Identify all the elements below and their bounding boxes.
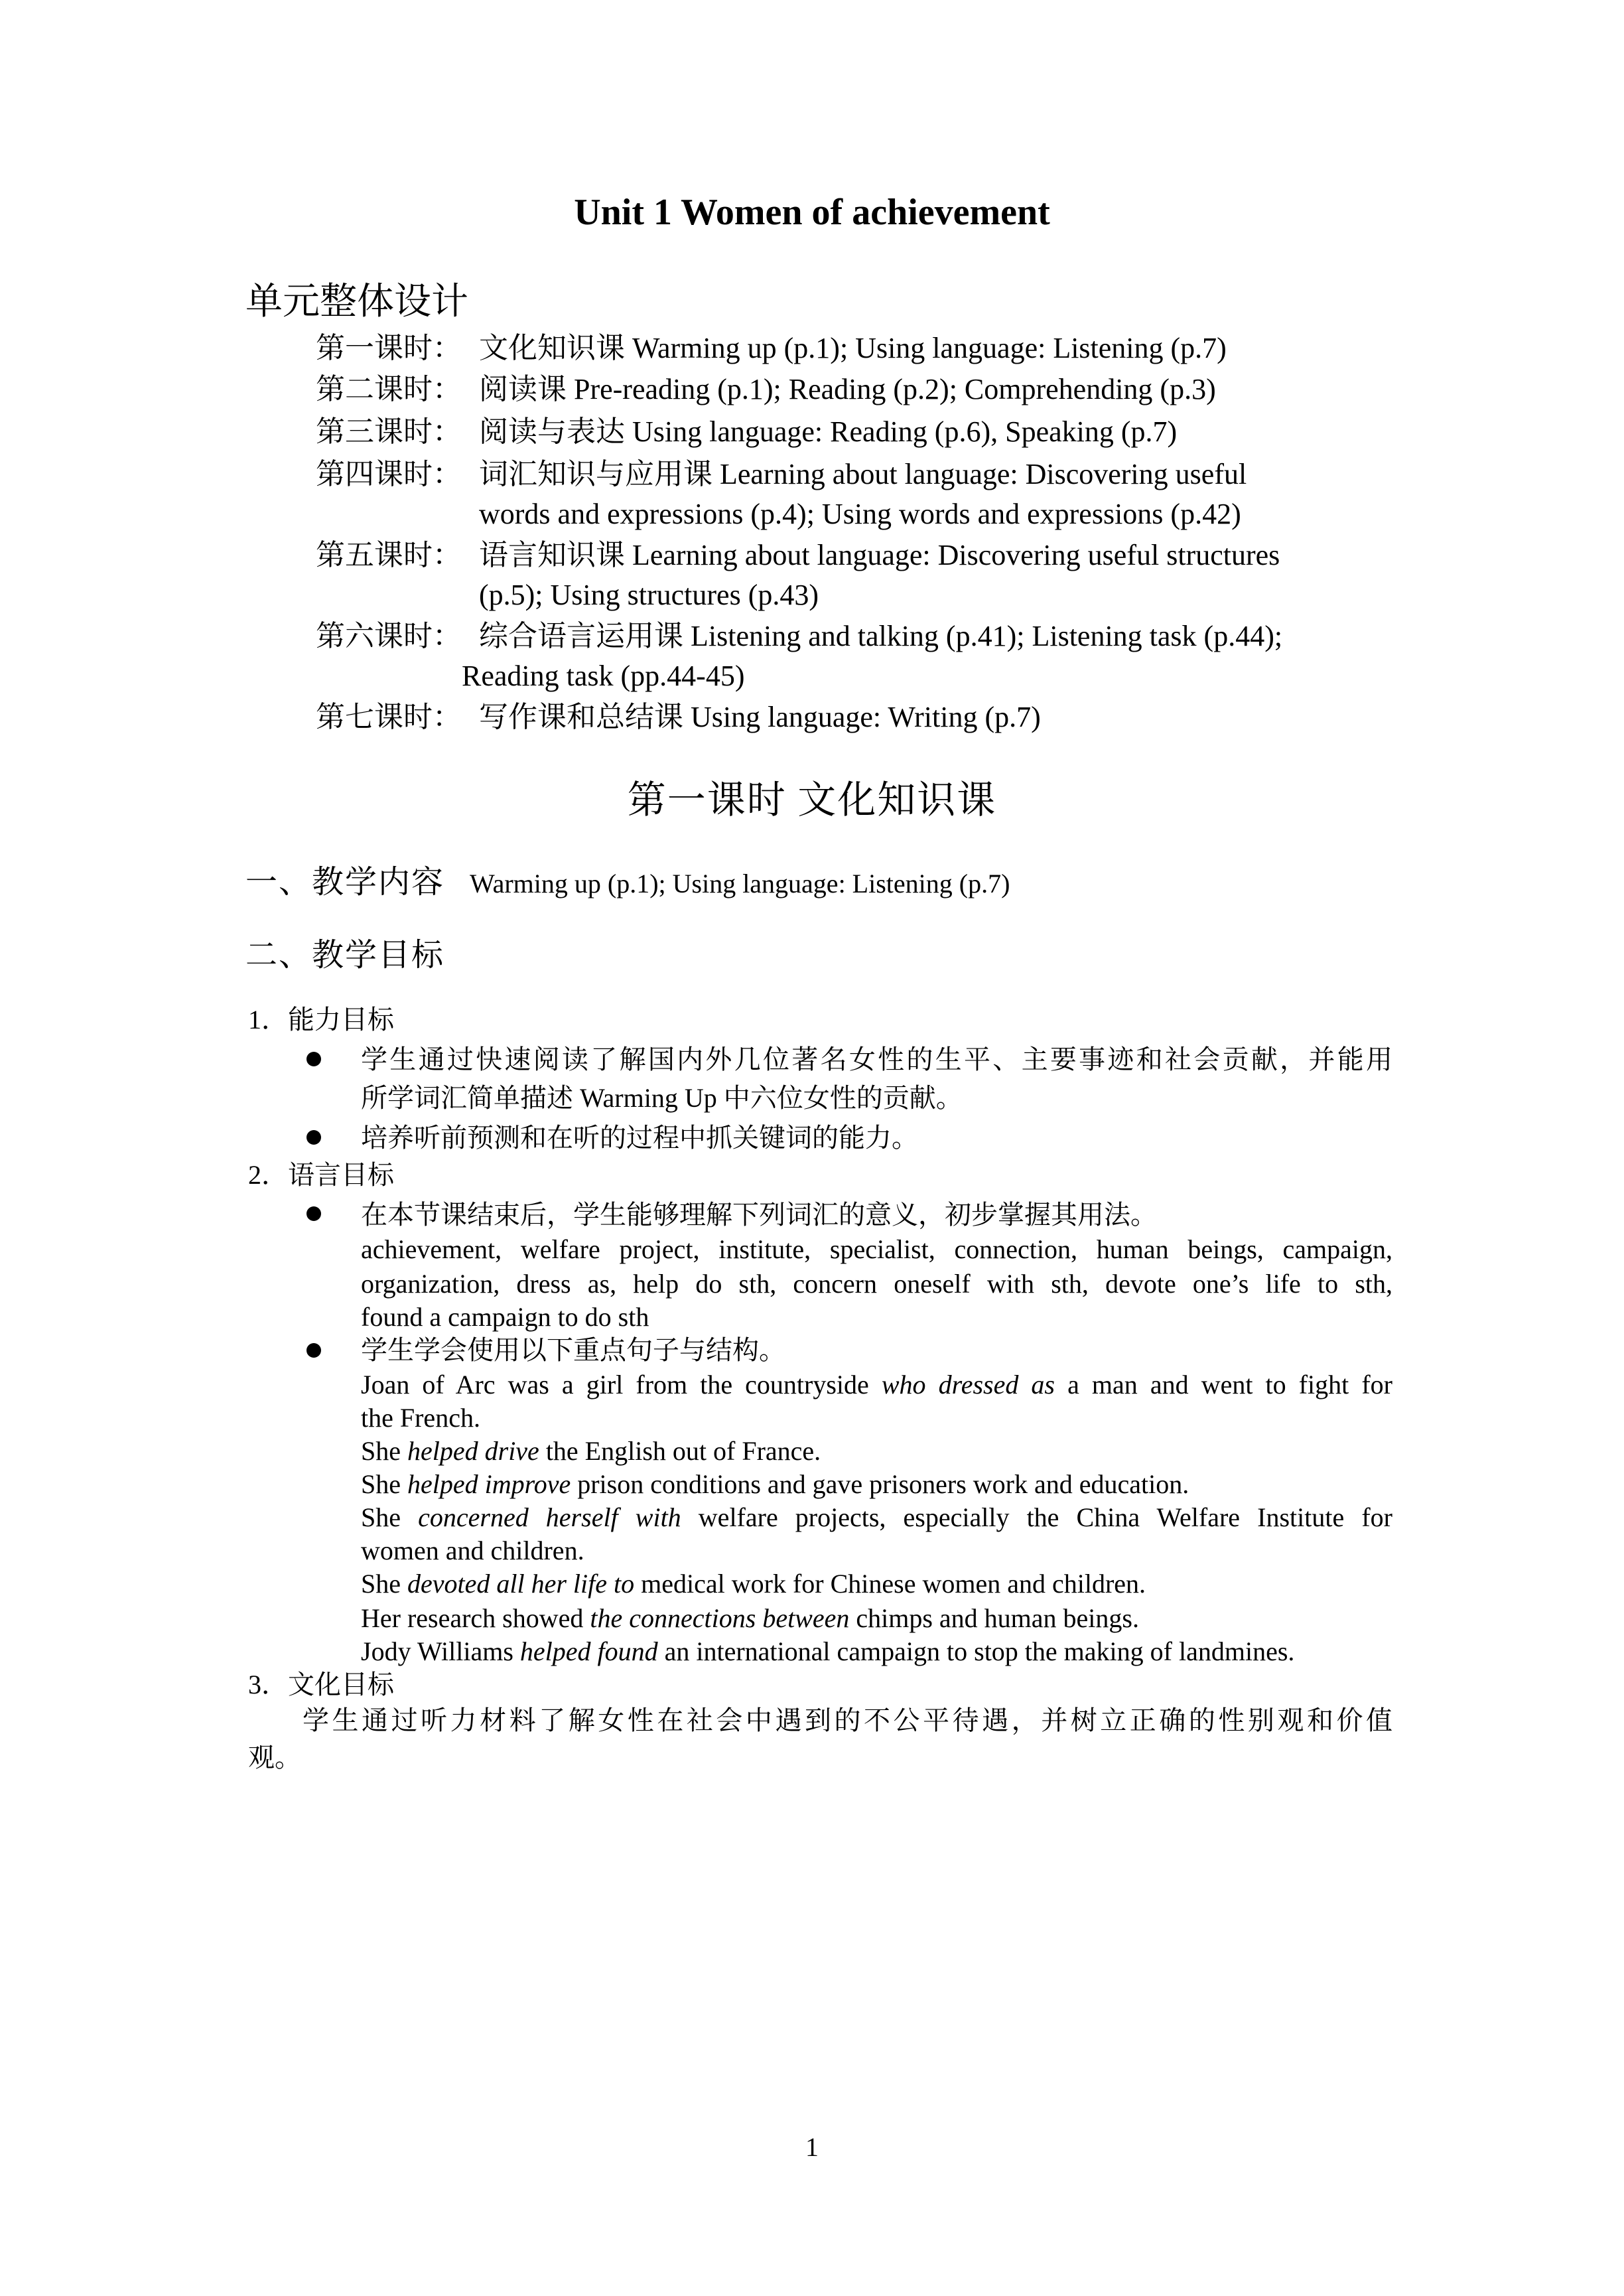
ability-bullet-1-cont: 所学词汇简单描述 Warming Up 中六位女性的贡献。 [361,1083,963,1113]
goals-heading: 二、教学目标 [245,938,445,973]
example-sentence: Joan of Arc was a girl from the countryside who dressed as a man and went to fight for [361,1370,1393,1399]
schedule-text: 语言知识课 Learning about language: Discovering useful structures [479,539,1280,571]
language-bullet-2: 学生学会使用以下重点句子与结构。 [361,1335,785,1365]
example-sentence-cont: the French. [361,1403,480,1433]
schedule-text: 阅读与表达 Using language: Reading (p.6), Speaking (p.7) [479,415,1178,448]
content-heading [245,856,1010,902]
schedule-text-cont: words and expressions (p.4); Using words and expressions (p.42) [479,498,1241,530]
content-heading-label: 一、教学内容 [245,865,445,900]
vocab-line: found a campaign to do sth [361,1302,649,1332]
example-sentence: She concerned herself with welfare projects, especially the China Welfare Institute for [361,1502,1392,1532]
ability-heading: 1．能力目标 [248,1005,394,1035]
culture-text: 学生通过听力材料了解女性在社会中遇到的不公平待遇，并树立正确的性别观和价值 [303,1705,1392,1735]
bullet-icon [306,1130,321,1145]
example-sentence: Jody Williams helped found an international campaign to stop the making of landmines. [361,1636,1295,1666]
culture-text-cont: 观。 [248,1743,301,1772]
schedule-text: 综合语言运用课 Listening and talking (p.41); Listening task (p.44); [479,620,1283,652]
bullet-icon [306,1343,321,1358]
language-bullet-1: 在本节课结束后，学生能够理解下列词汇的意义，初步掌握其用法。 [361,1200,1157,1230]
schedule-label: 第四课时： [316,458,462,490]
page-number: 1 [805,2132,819,2162]
vocab-line: achievement, welfare project, institute, specialist, connection, human beings, campaign, [361,1234,1392,1264]
lesson1-title: 第一课时 文化知识课 [627,778,997,822]
example-sentence: She helped improve prison conditions and gave prisoners work and education. [361,1469,1189,1499]
unit-title: Unit 1 Women of achievement [574,192,1050,233]
schedule-label: 第一课时： [316,332,462,364]
example-sentence-cont: women and children. [361,1536,584,1565]
culture-heading: 3．文化目标 [248,1670,394,1699]
vocab-line: organization, dress as, help do sth, concern oneself with sth, devote one’s life to sth, [361,1269,1392,1299]
example-sentence: Her research showed the connections between chimps and human beings. [361,1603,1139,1633]
content-text: Warming up (p.1); Using language: Listening (p.7) [470,869,1010,898]
ability-bullet-2: 培养听前预测和在听的过程中抓关键词的能力。 [361,1123,918,1153]
schedule-label: 第七课时： [316,701,462,733]
schedule-label: 第六课时： [316,620,462,652]
schedule-text: 写作课和总结课 Using language: Writing (p.7) [479,701,1041,733]
example-sentence: She devoted all her life to medical work for Chinese women and children. [361,1569,1146,1599]
ability-bullet-1: 学生通过快速阅读了解国内外几位著名女性的生平、主要事迹和社会贡献，并能用 [361,1044,1392,1074]
schedule-text: 词汇知识与应用课 Learning about language: Discovering useful [479,458,1247,490]
schedule-label: 第二课时： [316,373,462,405]
schedule-label: 第三课时： [316,415,462,448]
bullet-icon [306,1052,321,1066]
schedule-label: 第五课时： [316,539,462,571]
schedule-text: 文化知识课 Warming up (p.1); Using language: Listening (p.7) [479,332,1227,364]
example-sentence: She helped drive the English out of France. [361,1436,821,1466]
bullet-icon [306,1206,321,1221]
schedule-text-cont: (p.5); Using structures (p.43) [479,579,819,611]
unit-design-heading: 单元整体设计 [245,281,468,323]
schedule-text: 阅读课 Pre-reading (p.1); Reading (p.2); Comprehending (p.3) [479,373,1216,405]
schedule-text-cont: Reading task (pp.44-45) [462,660,745,692]
language-heading: 2．语言目标 [248,1160,394,1190]
